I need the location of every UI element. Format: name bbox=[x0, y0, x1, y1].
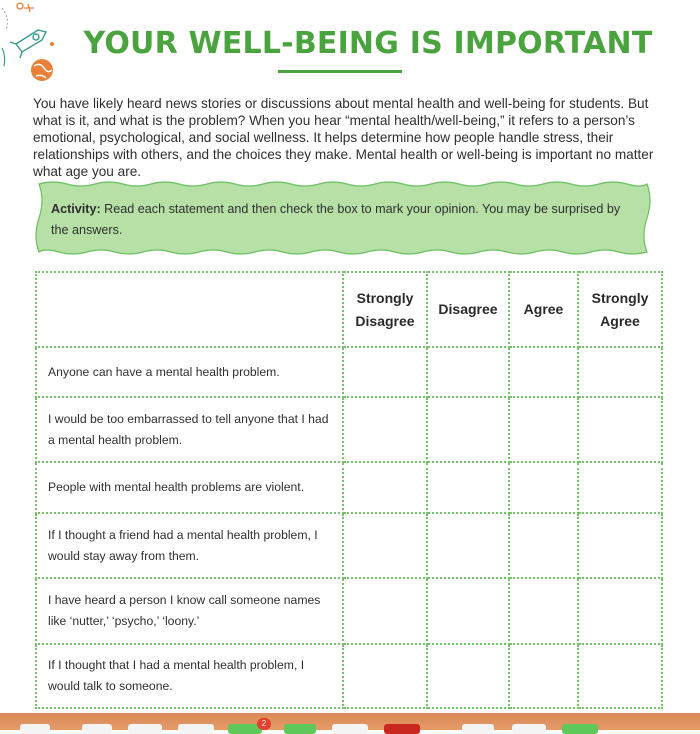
disagree-checkbox[interactable] bbox=[427, 462, 509, 513]
activity-instructions bbox=[51, 199, 641, 241]
disagree-checkbox[interactable] bbox=[427, 578, 509, 644]
strongly-agree-checkbox[interactable] bbox=[578, 397, 662, 462]
strongly-agree-checkbox[interactable] bbox=[578, 347, 662, 397]
statement-cell: If I thought that I had a mental health problem, I would talk to someone. bbox=[36, 644, 343, 708]
taskbar bbox=[0, 713, 700, 730]
statement-cell: People with mental health problems are violent. bbox=[36, 462, 343, 513]
dock-app-icon[interactable] bbox=[20, 724, 50, 734]
activity-text: Read each statement and then check the box to mark your opinion. You may be surprised by the answers. bbox=[51, 202, 621, 237]
header-strongly-disagree: Strongly Disagree bbox=[343, 272, 427, 347]
table-row bbox=[36, 397, 662, 462]
agree-checkbox[interactable] bbox=[509, 462, 578, 513]
intro-paragraph: You have likely heard news stories or discussions about mental health and well-being for students. But what is it, and what is the problem? When you hear “mental health/well-being,” it refers to a person’s emotional, psychological, and social wellness. It helps determine how people handle stress, their relationships with others, and the choices they make. Mental health or well-being is important no matter what age you are. bbox=[33, 96, 654, 179]
strongly-disagree-checkbox[interactable] bbox=[343, 513, 427, 578]
disagree-checkbox[interactable] bbox=[427, 513, 509, 578]
strongly-agree-checkbox[interactable] bbox=[578, 462, 662, 513]
globe-icon bbox=[31, 59, 53, 81]
strongly-agree-checkbox[interactable] bbox=[578, 513, 662, 578]
table-row bbox=[36, 513, 662, 578]
dock-app-icon[interactable] bbox=[332, 724, 368, 734]
agree-checkbox[interactable] bbox=[509, 513, 578, 578]
agree-checkbox[interactable] bbox=[509, 397, 578, 462]
dock-app-icon[interactable] bbox=[562, 724, 598, 734]
strongly-disagree-checkbox[interactable] bbox=[343, 462, 427, 513]
table-row bbox=[36, 644, 662, 708]
statement-cell: I have heard a person I know call someone names like ‘nutter,’ ‘psycho,’ ‘loony.’ bbox=[36, 578, 343, 644]
strongly-agree-checkbox[interactable] bbox=[578, 644, 662, 708]
dock-app-icon[interactable] bbox=[512, 724, 546, 734]
activity-label: Activity: bbox=[51, 202, 101, 216]
disagree-checkbox[interactable] bbox=[427, 644, 509, 708]
strongly-disagree-checkbox[interactable] bbox=[343, 397, 427, 462]
table-row bbox=[36, 462, 662, 513]
statement-cell: Anyone can have a mental health problem. bbox=[36, 347, 343, 397]
page-title: YOUR WELL-BEING IS IMPORTANT bbox=[83, 26, 653, 61]
header-statement bbox=[36, 272, 343, 347]
disagree-checkbox[interactable] bbox=[427, 397, 509, 462]
statement-cell: I would be too embarrassed to tell anyone that I had a mental health problem. bbox=[36, 397, 343, 462]
table-row bbox=[36, 347, 662, 397]
opinion-table bbox=[35, 271, 663, 709]
agree-checkbox[interactable] bbox=[509, 644, 578, 708]
header-strongly-agree: Strongly Agree bbox=[578, 272, 662, 347]
strongly-disagree-checkbox[interactable] bbox=[343, 644, 427, 708]
table-row bbox=[36, 578, 662, 644]
strongly-disagree-checkbox[interactable] bbox=[343, 347, 427, 397]
title-underline bbox=[278, 70, 402, 73]
activity-box bbox=[33, 180, 653, 256]
header-disagree: Disagree bbox=[427, 272, 509, 347]
strongly-agree-checkbox[interactable] bbox=[578, 578, 662, 644]
table-header-row bbox=[36, 272, 662, 347]
sparkle-icon bbox=[17, 3, 34, 12]
dock-app-icon[interactable] bbox=[128, 724, 162, 734]
notification-badge: 2 bbox=[257, 718, 271, 730]
disagree-checkbox[interactable] bbox=[427, 347, 509, 397]
agree-checkbox[interactable] bbox=[509, 578, 578, 644]
dock-app-icon[interactable] bbox=[384, 724, 420, 734]
dock-app-icon[interactable] bbox=[462, 724, 494, 734]
dock-app-icon[interactable] bbox=[82, 724, 112, 734]
strongly-disagree-checkbox[interactable] bbox=[343, 578, 427, 644]
statement-cell: If I thought a friend had a mental health problem, I would stay away from them. bbox=[36, 513, 343, 578]
dock-app-icon[interactable] bbox=[284, 724, 316, 734]
dock-app-icon[interactable] bbox=[178, 724, 214, 734]
agree-checkbox[interactable] bbox=[509, 347, 578, 397]
header-agree: Agree bbox=[509, 272, 578, 347]
